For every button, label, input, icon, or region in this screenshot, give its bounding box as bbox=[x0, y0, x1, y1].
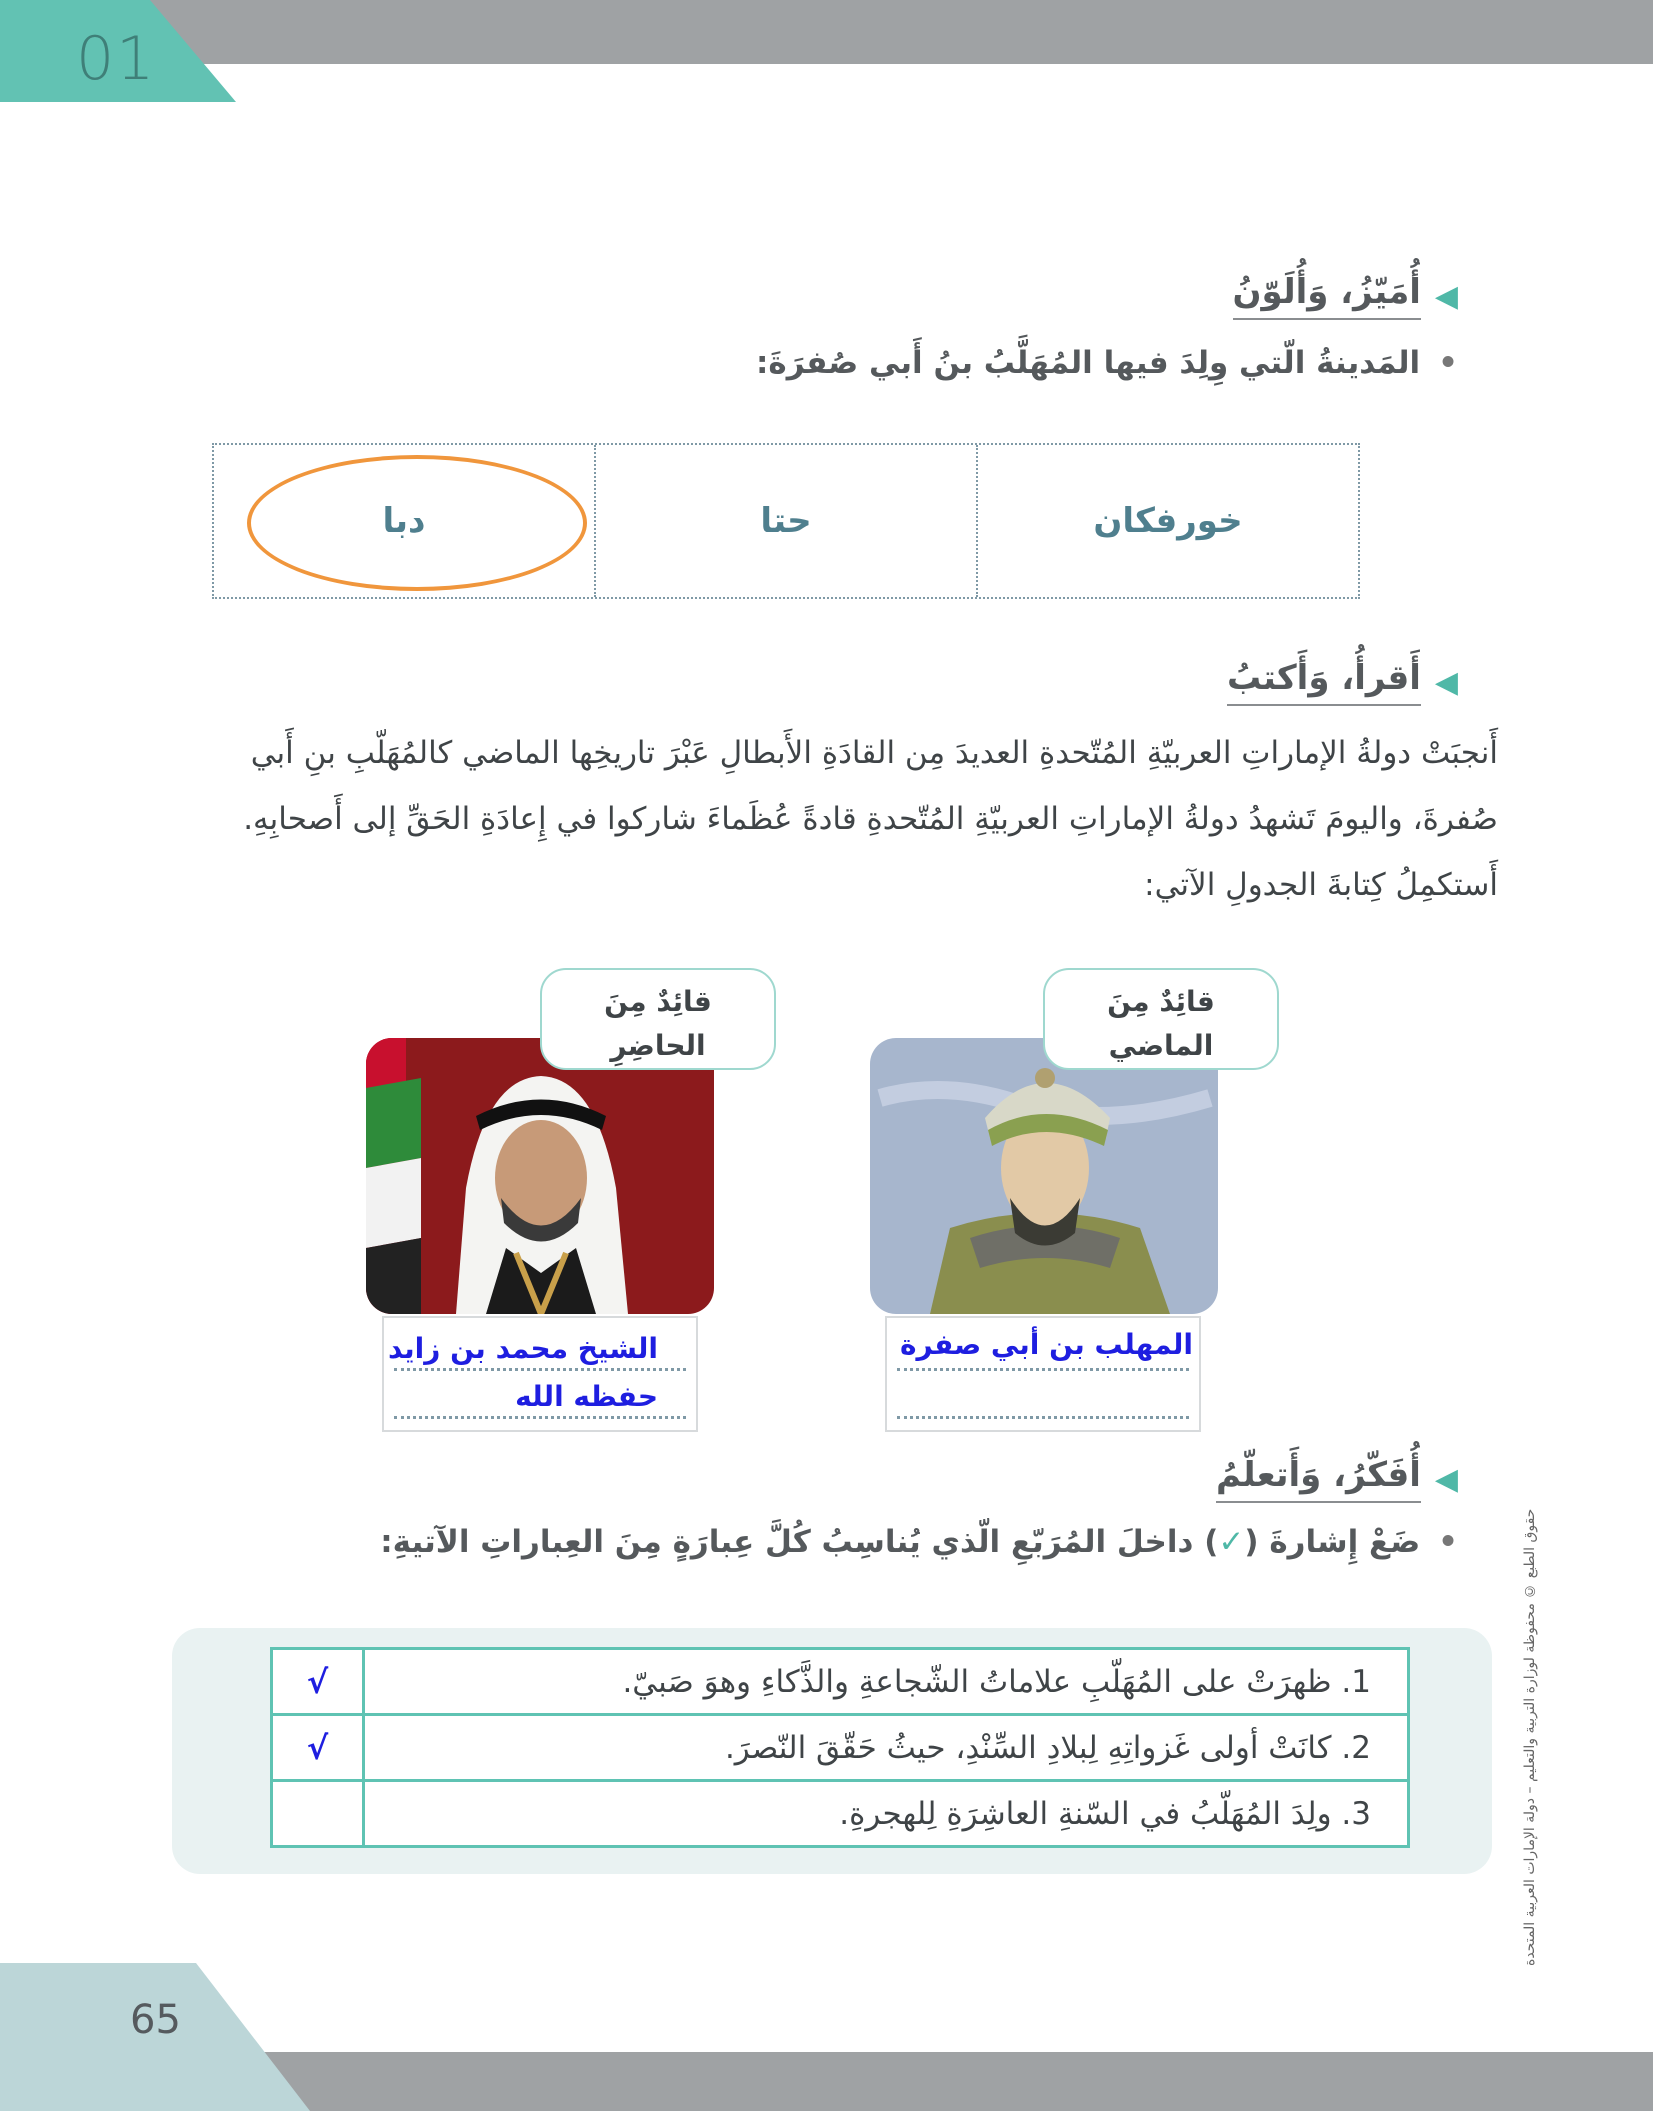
answer-dotted-line bbox=[394, 1416, 686, 1419]
choice-khorfakkan[interactable]: خورفكان bbox=[976, 445, 1358, 597]
handwritten-answer: الشيخ محمد بن زايد bbox=[387, 1332, 658, 1365]
table-row bbox=[272, 1715, 1409, 1781]
answer-dotted-line bbox=[897, 1368, 1189, 1371]
page-number: 65 bbox=[130, 1997, 181, 2043]
reading-paragraph bbox=[148, 720, 1498, 918]
instruction-text-end: ) داخلَ المُرَبّعِ الّذي يُناسِبُ كُلَّ عِبارَةٍ مِنَ العِباراتِ الآتيةِ: bbox=[380, 1524, 1219, 1560]
statement-text: 2. كانَتْ أولى غَزواتِهِ لِبلادِ السِّنْدِ، حيثُ حَقّقَ النّصرَ. bbox=[364, 1715, 1409, 1781]
statements-table bbox=[270, 1647, 1410, 1848]
checkmark-icon: ✓ bbox=[1218, 1524, 1245, 1560]
paragraph-line: أَستكمِلُ كِتابةَ الجدولِ الآتي: bbox=[1144, 867, 1498, 903]
question-text: المَدينةُ الّتي وِلِدَ فيها المُهَلَّبُ بنُ أَبي صُفرَةَ: bbox=[756, 345, 1421, 381]
section-arrow-icon: ◀ bbox=[1434, 664, 1458, 700]
copyright-notice: حقوق الطبع © محفوظة لوزارة التربية والتعليم – دولة الإمارات العربية المتحدة bbox=[1522, 1508, 1538, 1967]
handwritten-answer: حفظه الله bbox=[515, 1380, 658, 1413]
section-arrow-icon: ◀ bbox=[1434, 1461, 1458, 1497]
past-leader-answer-box[interactable] bbox=[885, 1316, 1201, 1432]
choice-dibba[interactable]: دبا bbox=[214, 445, 594, 597]
paragraph-line: صُفرةَ، واليومَ تَشهدُ دولةُ الإماراتِ العربيّةِ المُتّحدةِ قادةً عُظَماءَ شاركوا في إِعادَةِ الحَقِّ إلى أَصحابِهِ. bbox=[243, 801, 1498, 837]
section-title: أُفَكّرُ، وَأَتعلّمُ bbox=[1216, 1455, 1421, 1503]
statement-text: 3. ولِدَ المُهَلّبُ في السّنةِ العاشِرَةِ لِلهجرةِ. bbox=[364, 1781, 1409, 1847]
answer-dotted-line bbox=[897, 1416, 1189, 1419]
present-leader-photo bbox=[366, 1038, 714, 1314]
table-row bbox=[272, 1649, 1409, 1715]
check-box[interactable]: √ bbox=[272, 1649, 364, 1715]
present-leader-answer-box[interactable] bbox=[382, 1316, 698, 1432]
chapter-number: 01 bbox=[76, 24, 157, 94]
past-leader-illustration bbox=[870, 1038, 1218, 1314]
check-box[interactable] bbox=[272, 1781, 364, 1847]
check-box[interactable]: √ bbox=[272, 1715, 364, 1781]
section-heading-distinguish bbox=[1233, 272, 1458, 320]
bullet-icon: • bbox=[1438, 345, 1458, 381]
section-arrow-icon: ◀ bbox=[1434, 278, 1458, 314]
question-bullet bbox=[756, 345, 1458, 381]
city-choices-table bbox=[212, 443, 1360, 599]
instruction-text-start: ضَعْ إِشارةَ ( bbox=[1244, 1524, 1421, 1560]
table-row bbox=[272, 1781, 1409, 1847]
present-leader-label: قائِدٌ مِنَ الحاضِرِ bbox=[540, 968, 776, 1070]
paragraph-line: أَنجبَتْ دولةُ الإماراتِ العربيّةِ المُتّحدةِ العديدَ مِن القادَةِ الأَبطالِ عَبْرَ تاريخِها الماضي كالمُهَلّبِ بنِ أَبي bbox=[250, 735, 1498, 771]
choice-hatta[interactable]: حتا bbox=[594, 445, 976, 597]
handwritten-answer: المهلب بن أبي صفرة bbox=[900, 1328, 1193, 1361]
section-title: أُمَيّزُ، وَأُلَوّنُ bbox=[1233, 272, 1421, 320]
section-heading-read-write bbox=[1227, 658, 1458, 706]
answer-dotted-line bbox=[394, 1368, 686, 1371]
section-title: أَقرأُ، وَأَكتبُ bbox=[1227, 658, 1421, 706]
bullet-icon: • bbox=[1438, 1524, 1458, 1560]
top-header-bar bbox=[0, 0, 1653, 64]
past-leader-label: قائِدٌ مِنَ الماضي bbox=[1043, 968, 1279, 1070]
statement-text: 1. ظهرَتْ على المُهَلّبِ علاماتُ الشّجاعةِ والذَّكاءِ وهوَ صَبيّ. bbox=[364, 1649, 1409, 1715]
section-heading-think-learn bbox=[1216, 1455, 1458, 1503]
instruction-bullet bbox=[380, 1524, 1458, 1560]
selection-circle bbox=[247, 455, 587, 591]
